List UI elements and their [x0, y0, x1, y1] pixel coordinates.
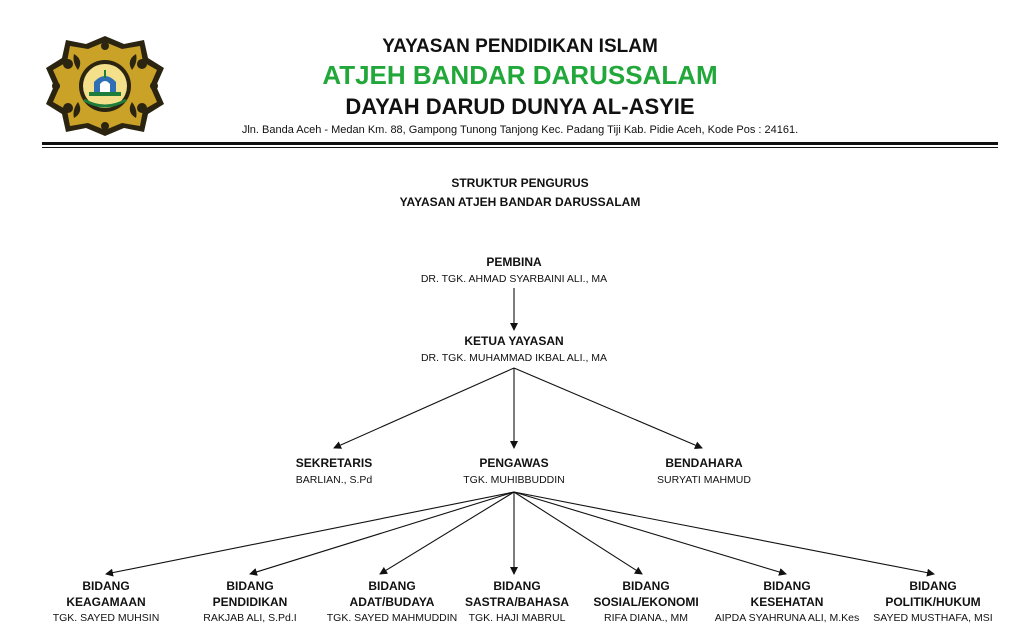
node-ketua	[404, 334, 624, 365]
connector-ketua-sekretaris	[334, 368, 514, 448]
header-address: Jln. Banda Aceh - Medan Km. 88, Gampong Tunong Tanjong Kec. Padang Tiji Kab. Pidie Aceh, Kode Pos : 24161.	[241, 124, 799, 136]
ketua-role: KETUA YAYASAN	[464, 334, 564, 348]
pengawas-name: TGK. MUHIBBUDDIN	[463, 474, 565, 486]
bendahara-name: SURYATI MAHMUD	[657, 474, 751, 486]
bidang-field: PENDIDIKAN	[212, 595, 288, 609]
bidang-person: TGK. SAYED MUHSIN	[52, 612, 160, 624]
node-pengawas	[404, 456, 624, 487]
ketua-name: DR. TGK. MUHAMMAD IKBAL ALI., MA	[420, 352, 608, 364]
bidang-field: POLITIK/HUKUM	[885, 595, 981, 609]
pembina-name: DR. TGK. AHMAD SYARBAINI ALI., MA	[420, 273, 608, 285]
bidang-person: AIPDA SYAHRUNA ALI, M.Kes	[714, 612, 860, 624]
header-line-1: YAYASAN PENDIDIKAN ISLAM	[382, 36, 658, 57]
bidang-field: KESEHATAN	[750, 595, 824, 609]
bidang-field: SASTRA/BAHASA	[464, 595, 569, 609]
bidang-label: BIDANG	[909, 579, 957, 593]
bidang-field: SOSIAL/EKONOMI	[593, 595, 699, 609]
sekretaris-role: SEKRETARIS	[295, 456, 373, 470]
connector-ketua-bendahara	[514, 368, 702, 448]
bendahara-role: BENDAHARA	[665, 456, 743, 470]
connector-pengawas-kesehatan	[514, 492, 786, 574]
node-pembina	[404, 255, 624, 286]
bidang-person: RIFA DIANA., MM	[603, 612, 688, 624]
connector-pengawas-adat	[380, 492, 514, 574]
bidang-field: ADAT/BUDAYA	[349, 595, 435, 609]
pembina-role: PEMBINA	[486, 255, 542, 269]
bidang-person: TGK. HAJI MABRUL	[468, 612, 566, 624]
sekretaris-name: BARLIAN., S.Pd	[295, 474, 373, 486]
node-bidang-politik-hukum	[848, 578, 1018, 625]
bidang-label: BIDANG	[493, 579, 541, 593]
connector-pengawas-keagamaan	[106, 492, 514, 574]
connector-pengawas-pendidikan	[250, 492, 514, 574]
bidang-person: RAKJAB ALI, S.Pd.I	[203, 612, 297, 624]
bidang-label: BIDANG	[82, 579, 130, 593]
bidang-label: BIDANG	[368, 579, 416, 593]
chart-title-line-1: STRUKTUR PENGURUS	[451, 176, 589, 190]
pengawas-role: PENGAWAS	[479, 456, 549, 470]
header-line-2: ATJEH BANDAR DARUSSALAM	[322, 60, 718, 90]
node-bidang-kesehatan	[702, 578, 872, 625]
node-bendahara	[594, 456, 814, 487]
chart-title-line-2: YAYASAN ATJEH BANDAR DARUSSALAM	[399, 195, 641, 209]
bidang-label: BIDANG	[622, 579, 670, 593]
bidang-person: SAYED MUSTHAFA, MSI	[873, 612, 993, 624]
header-line-3: DAYAH DARUD DUNYA AL-ASYIE	[345, 94, 695, 119]
bidang-field: KEAGAMAAN	[66, 595, 146, 609]
bidang-label: BIDANG	[226, 579, 274, 593]
bidang-label: BIDANG	[763, 579, 811, 593]
bidang-person: TGK. SAYED MAHMUDDIN	[326, 612, 458, 624]
